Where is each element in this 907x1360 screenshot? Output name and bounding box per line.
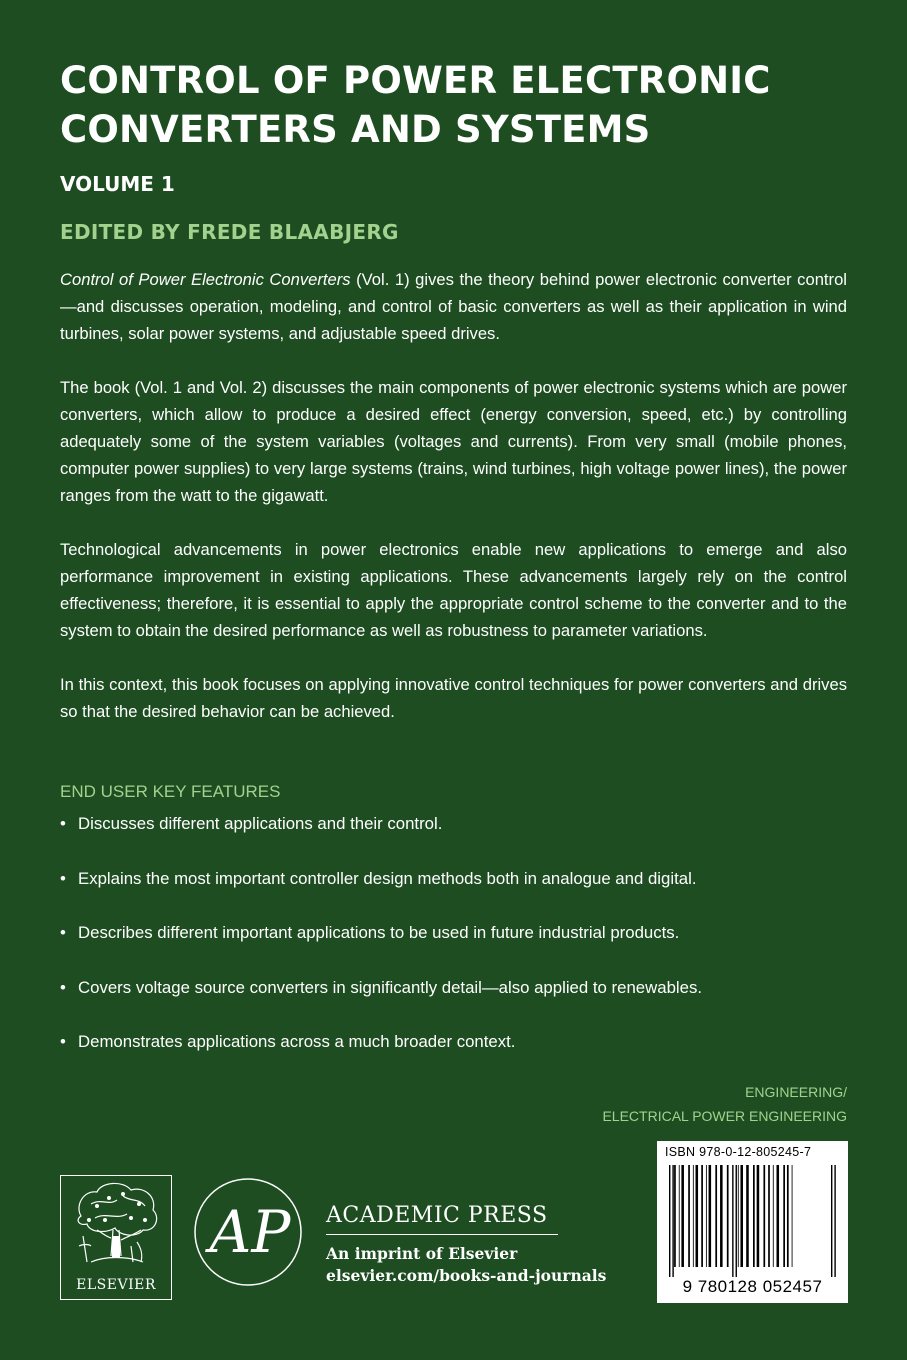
academic-press-logo-icon bbox=[192, 1176, 304, 1288]
barcode-bar bbox=[740, 1165, 743, 1267]
feature-text: Discusses different applications and their control. bbox=[78, 814, 443, 833]
editor-credit: EDITED BY FREDE BLAABJERG bbox=[60, 220, 399, 244]
publisher-name: ACADEMIC PRESS bbox=[326, 1203, 548, 1228]
feature-item bbox=[60, 865, 860, 920]
category-line-2: ELECTRICAL POWER ENGINEERING bbox=[602, 1108, 847, 1124]
description-paragraph-2: The book (Vol. 1 and Vol. 2) discusses the main components of power electronic systems which are power converters, which allow to produce a desired effect (energy conversion, speed, etc.) by controlling adequately some of the system variables (voltages and currents). From very small (mobile phones, computer power supplies) to very large systems (trains, wind turbines, high voltage power lines), the power ranges from the watt to the gigawatt. bbox=[60, 378, 847, 505]
barcode-bar bbox=[736, 1165, 737, 1277]
barcode-bar bbox=[688, 1165, 690, 1267]
feature-text: Describes different important applications to be used in future industrial products. bbox=[78, 923, 680, 942]
barcode-bar bbox=[746, 1165, 749, 1267]
barcode-bar bbox=[787, 1165, 789, 1267]
volume-label: VOLUME 1 bbox=[60, 172, 175, 196]
barcode-panel bbox=[657, 1141, 848, 1303]
barcode-bar bbox=[783, 1165, 785, 1267]
barcode-icon bbox=[667, 1165, 838, 1277]
bullet-icon: • bbox=[60, 977, 66, 997]
bullet-icon: • bbox=[60, 868, 66, 888]
barcode-bar bbox=[715, 1165, 717, 1267]
title-line-1: CONTROL OF POWER ELECTRONIC bbox=[60, 59, 771, 102]
title-line-2: CONVERTERS AND SYSTEMS bbox=[60, 108, 651, 151]
barcode-bar bbox=[672, 1165, 673, 1277]
elsevier-logo bbox=[60, 1175, 172, 1300]
barcode-bar bbox=[681, 1165, 684, 1267]
barcode-bar bbox=[831, 1165, 832, 1277]
barcode-bar bbox=[727, 1165, 729, 1267]
isbn-digits: 9 780128 052457 bbox=[682, 1277, 823, 1296]
barcode-bar bbox=[696, 1165, 699, 1267]
feature-item bbox=[60, 974, 860, 1029]
feature-text: Explains the most important controller design methods both in analogue and digital. bbox=[78, 868, 697, 888]
feature-item bbox=[60, 919, 860, 974]
barcode-bar bbox=[693, 1165, 694, 1267]
barcode-bar bbox=[763, 1165, 765, 1267]
feature-item bbox=[60, 1028, 860, 1083]
barcode-bar bbox=[701, 1165, 703, 1267]
subject-category bbox=[602, 1080, 847, 1128]
publisher-divider bbox=[326, 1234, 558, 1235]
bullet-icon: • bbox=[60, 814, 66, 833]
barcode-bar bbox=[777, 1165, 780, 1267]
barcode-bar bbox=[773, 1165, 774, 1267]
feature-item bbox=[60, 810, 860, 865]
barcode-bar bbox=[792, 1165, 793, 1267]
feature-text: Demonstrates applications across a much broader context. bbox=[78, 1032, 516, 1051]
bullet-icon: • bbox=[60, 923, 66, 942]
description-paragraph-4: In this context, this book focuses on applying innovative control techniques for power converters and drives so that the desired behavior can be achieved. bbox=[60, 675, 847, 721]
barcode-bar bbox=[709, 1165, 712, 1267]
barcode-bar bbox=[706, 1165, 707, 1267]
features-list bbox=[60, 810, 860, 1083]
publisher-block bbox=[326, 1203, 606, 1287]
description bbox=[60, 266, 847, 752]
elsevier-tree-icon bbox=[61, 1176, 170, 1274]
barcode-bar bbox=[834, 1165, 835, 1277]
barcode-bar bbox=[679, 1165, 680, 1267]
barcode-bar bbox=[669, 1165, 670, 1277]
features-heading: END USER KEY FEATURES bbox=[60, 782, 281, 801]
barcode-bar bbox=[768, 1165, 770, 1267]
description-paragraph-1 bbox=[60, 266, 847, 347]
barcode-bar bbox=[732, 1165, 733, 1277]
description-paragraph-3: Technological advancements in power electronics enable new applications to emerge and also performance improvement in existing applications. These advancements largely rely on the control effectiveness; therefore, it is essential to apply the appropriate control scheme to the converter and to the system to obtain the desired performance as well as robustness to parameter variations. bbox=[60, 540, 847, 640]
book-name-italic: Control of Power Electronic Converters bbox=[60, 270, 351, 289]
isbn-label: ISBN 978-0-12-805245-7 bbox=[665, 1145, 812, 1159]
elsevier-wordmark: ELSEVIER bbox=[76, 1277, 156, 1293]
feature-text: Covers voltage source converters in significantly detail—also applied to renewables. bbox=[78, 977, 703, 997]
ap-logo-text: AP bbox=[209, 1198, 291, 1266]
barcode-bar bbox=[753, 1165, 755, 1267]
bullet-icon: • bbox=[60, 1032, 66, 1051]
barcode-bar bbox=[674, 1165, 676, 1267]
category-line-1: ENGINEERING/ bbox=[745, 1084, 847, 1100]
description-lead-rest: (Vol. 1) gives the theory behind power electronic converter control—and discusses operation, modeling, and control of basic converters as well as their application in wind turbines, solar power systems, and adjustable speed drives. bbox=[60, 270, 847, 343]
publisher-website: elsevier.com/books-and-journals bbox=[326, 1266, 607, 1285]
barcode-bar bbox=[720, 1165, 723, 1267]
publisher-imprint: An imprint of Elsevier bbox=[326, 1244, 518, 1263]
barcode-bar bbox=[757, 1165, 760, 1267]
book-title bbox=[60, 56, 860, 154]
barcode-bar bbox=[738, 1165, 739, 1267]
